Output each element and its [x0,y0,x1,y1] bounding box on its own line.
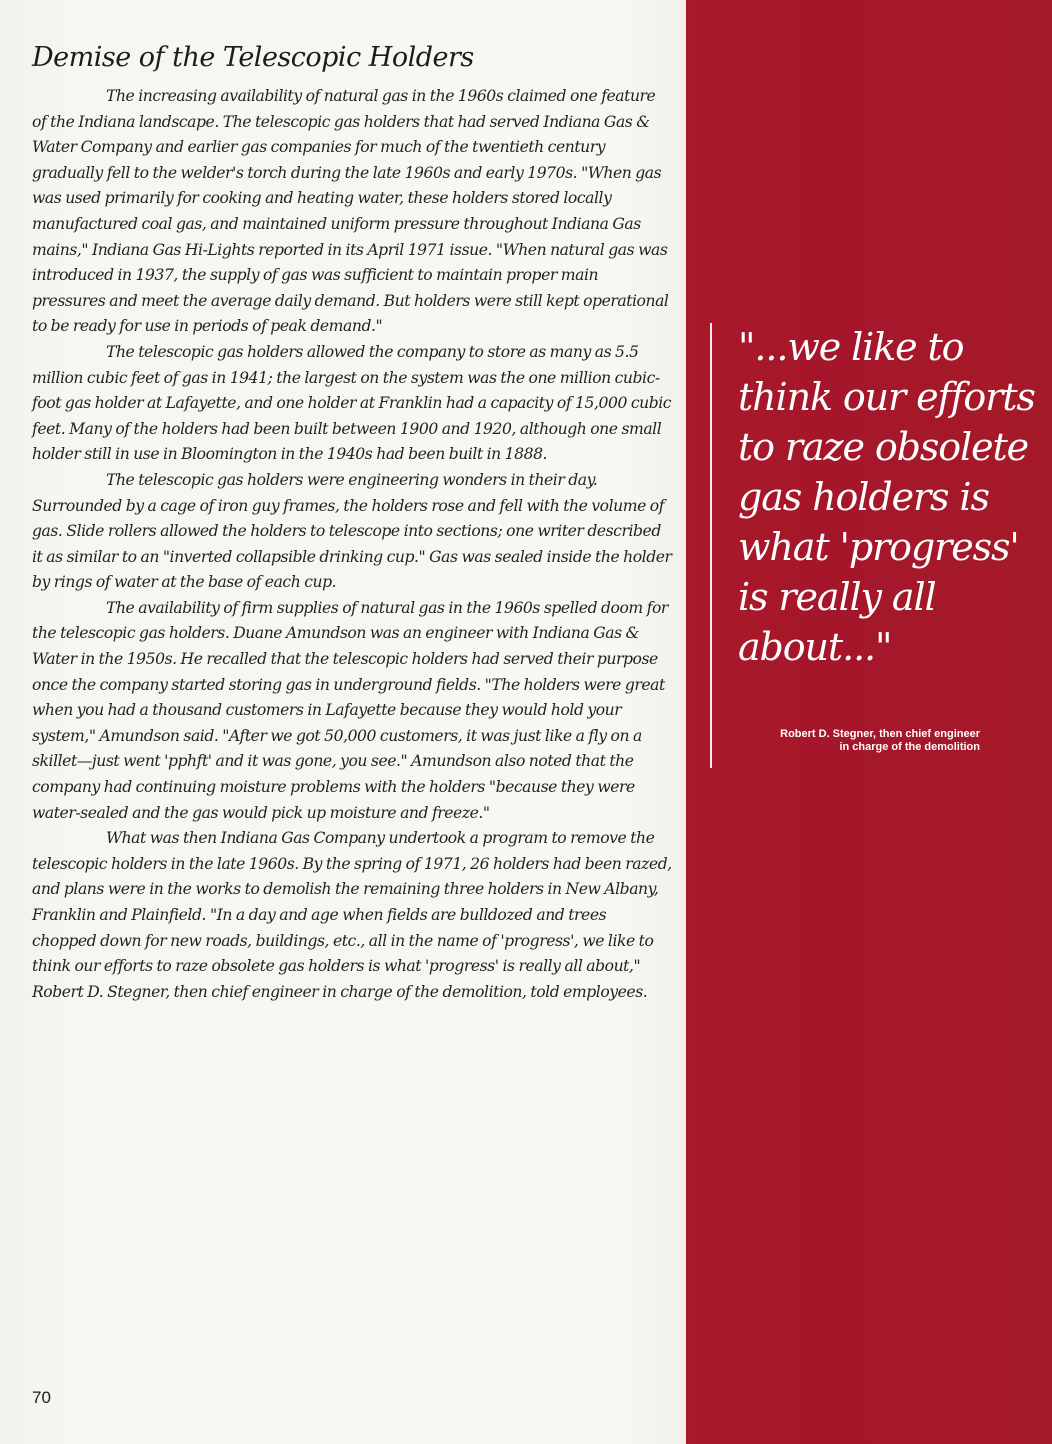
article-paragraph: The telescopic gas holders were engineering wonders in their day. Surrounded by a cage of iron guy frames, the holders rose and fell with the volume of gas. Slide rollers allowed the holders to telescope into sections; one writer described it as similar to an "inverted collapsible drinking cup." Gas was sealed inside the holder by rings of water at the base of each cup. [32,470,672,592]
article-title: Demise of the Telescopic Holders [32,42,474,73]
article-paragraph: What was then Indiana Gas Company undertook a program to remove the telescopic holders in the late 1960s. By the spring of 1971, 26 holders had been razed, and plans were in the works to demolish the remaining three holders in New Albany, Franklin and Plainfield. "In a day and age when fields are bulldozed and trees chopped down for new roads, buildings, etc., all in the name of 'progress', we like to think our efforts to raze obsolete gas holders is what 'progress' is really all about," Robert D. Stegner, then chief engineer in charge of the demolition, told employees. [32,829,672,1001]
pull-quote-attribution: Robert D. Stegner, then chief engineer in charge of the demolition [780,728,980,753]
pull-quote: "...we like to think our efforts to raze obsolete gas holders is what 'progress' is really all about..." [738,325,1035,669]
pull-quote-rule [710,323,712,768]
article-paragraph: The telescopic gas holders allowed the company to store as many as 5.5 million cubic feet of gas in 1941; the largest on the system was the one million cubic-foot gas holder at Lafayette, and one holder at Franklin had a capacity of 15,000 cubic feet. Many of the holders had been built between 1900 and 1920, although one small holder still in use in Bloomington in the 1940s had been built in 1888. [32,342,672,464]
article-body [32,84,672,1005]
page-number: 70 [32,1388,51,1407]
article-paragraph: The availability of firm supplies of natural gas in the 1960s spelled doom for the telescopic gas holders. Duane Amundson was an engineer with Indiana Gas & Water in the 1950s. He recalled that the telescopic holders had served their purpose once the company started storing gas in underground fields. "The holders were great when you had a thousand customers in Lafayette because they would hold your system," Amundson said. "After we got 50,000 customers, it was just like a fly on a skillet—just went 'pphft' and it was gone, you see." Amundson also noted that the company had continuing moisture problems with the holders "because they were water-sealed and the gas would pick up moisture and freeze." [32,598,668,822]
red-sidebar [686,0,1052,1444]
article-paragraph: The increasing availability of natural gas in the 1960s claimed one feature of the Indiana landscape. The telescopic gas holders that had served Indiana Gas & Water Company and earlier gas companies for much of the twentieth century gradually fell to the welder's torch during the late 1960s and early 1970s. "When gas was used primarily for cooking and heating water, these holders stored locally manufactured coal gas, and maintained uniform pressure throughout Indiana Gas mains," Indiana Gas Hi-Lights reported in its April 1971 issue. "When natural gas was introduced in 1937, the supply of gas was sufficient to maintain proper main pressures and meet the average daily demand. But holders were still kept operational to be ready for use in periods of peak demand." [32,87,669,336]
